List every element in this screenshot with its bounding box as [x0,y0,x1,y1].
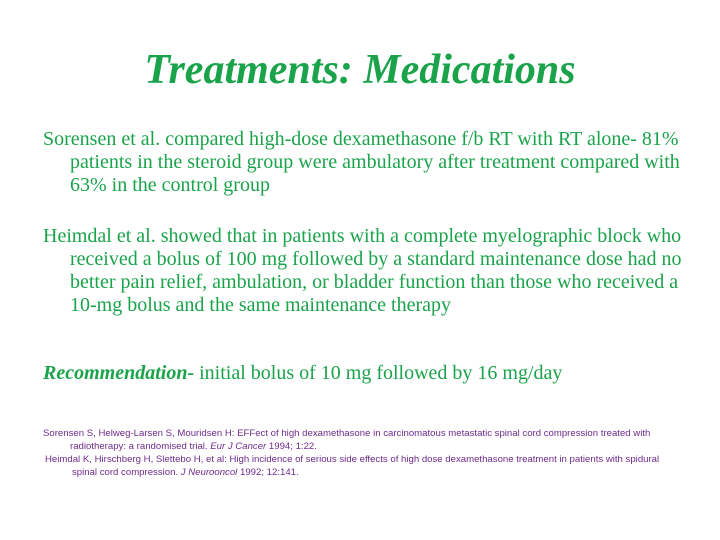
paragraph-heimdal: Heimdal et al. showed that in patients with a complete myelographic block who received a bolus of 100 mg followed by a standard maintenance dose had no better pain relief, ambulation, or bladder function than those who received a 10-mg bolus and the same maintenance therapy [43,225,682,316]
references [43,428,683,480]
reference-item [43,428,683,453]
reference-text: Sorensen S, Helweg-Larsen S, Mouridsen H: EFFect of high dexamethasone in carcinomatous metastatic spinal cord compression treated with radiotherapy: a randomised trial. [43,428,651,452]
reference-journal: Eur J Cancer [210,440,267,452]
recommendation-paragraph [43,362,700,385]
recommendation-text: initial bolus of 10 mg followed by 16 mg/day [194,362,563,384]
reference-text: Heimdal K, Hirschberg H, Slettebo H, et al: High incidence of serious side effects of high dose dexamethasone treatment in patients with spidural spinal cord compression. [45,454,660,478]
paragraph-sorensen: Sorensen et al. compared high-dose dexamethasone f/b RT with RT alone- 81% patients in the steroid group were ambulatory after treatment compared with 63% in the control group [43,128,680,196]
reference-journal: J Neurooncol [180,466,238,478]
reference-item [45,454,683,479]
slide-title: Treatments: Medications [144,47,576,93]
reference-citation: 1992; 12:141. [237,466,299,478]
reference-citation: 1994; 1:22. [266,440,317,452]
recommendation-label: Recommendation- [43,362,195,384]
